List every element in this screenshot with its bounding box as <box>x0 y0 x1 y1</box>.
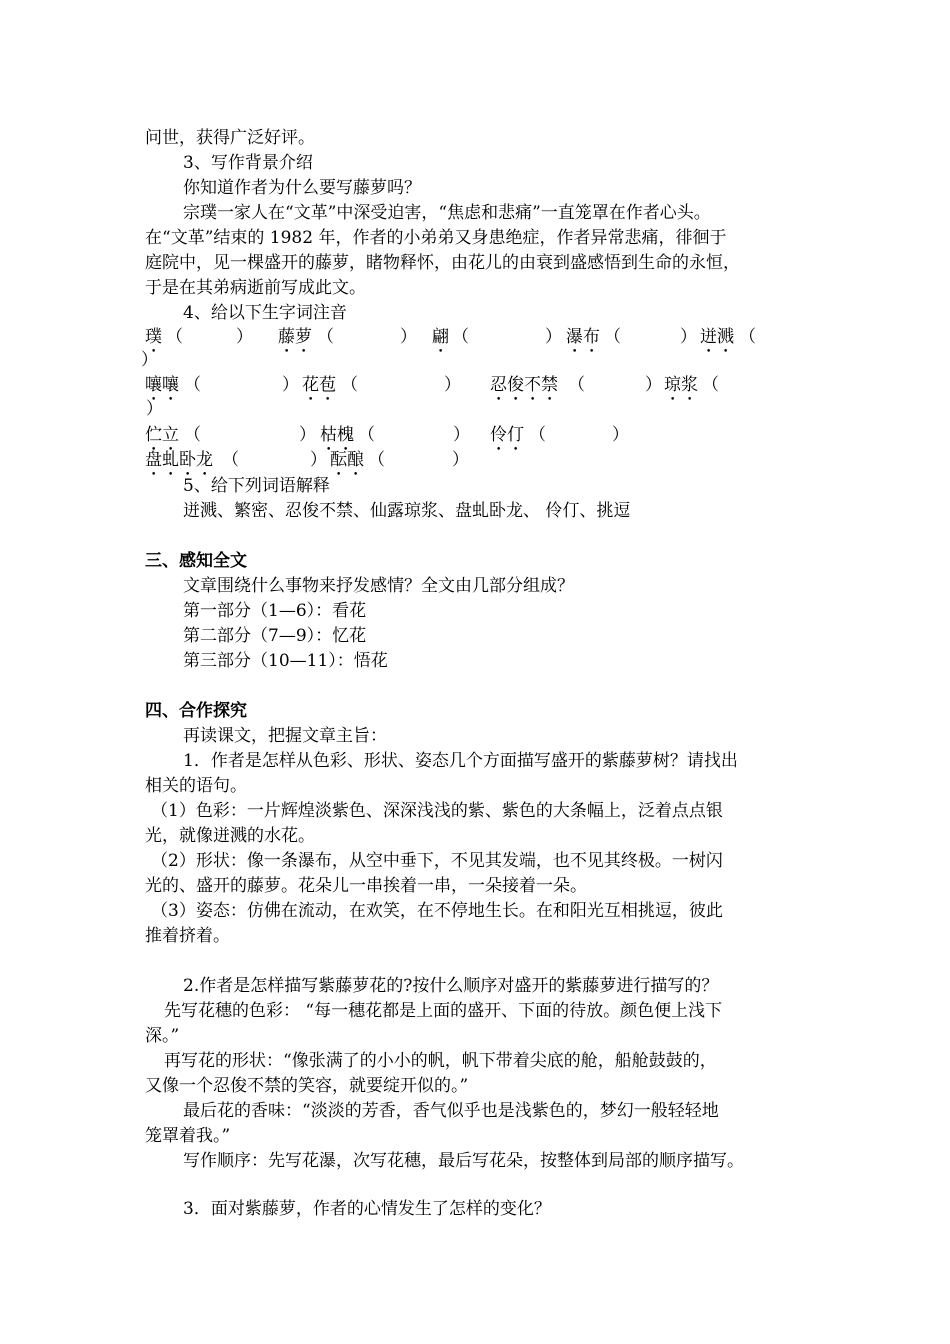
text-line: 先写花穗的色彩： “每一穗花都是上面的盛开、下面的待放。颜色便上浅下 <box>164 1001 723 1021</box>
text-line: （1）色彩：一片辉煌淡紫色、深深浅浅的紫、紫色的大条幅上，泛着点点银 <box>151 801 723 821</box>
paren-open: （ <box>184 425 201 445</box>
text-line: 最后花的香味：“淡淡的芳香，香气似乎也是浅紫色的，梦幻一般轻轻地 <box>183 1101 719 1121</box>
text-line: 于是在其弟病逝前写成此文。 <box>145 278 366 298</box>
text-line: 文章围绕什么事物来抒发感情？全文由几部分组成？ <box>183 576 574 596</box>
paren-close: ） <box>452 450 469 470</box>
text-line: 相关的语句。 <box>145 776 247 796</box>
paren-open: （ <box>166 327 183 347</box>
paren-close: ） <box>282 375 299 395</box>
paren-close: ） <box>444 375 461 395</box>
paren-close: ） <box>141 350 158 370</box>
paren-close: ） <box>146 399 163 419</box>
paren-open: （ <box>739 327 756 347</box>
paren-open: （ <box>568 375 585 395</box>
pinyin-word: 嚷嚷 <box>145 375 179 395</box>
text-line: 又像一个忍俊不禁的笑容，就要绽开似的。” <box>145 1076 469 1096</box>
text-line: 问世，获得广泛好评。 <box>145 128 315 148</box>
text-line: 再读课文，把握文章主旨： <box>183 726 387 746</box>
text-line: 推着挤着。 <box>145 926 230 946</box>
pinyin-word: 伫立 <box>145 425 179 445</box>
section-heading: 三、感知全文 <box>145 551 247 571</box>
paren-open: （ <box>317 327 334 347</box>
paren-close: ） <box>310 450 327 470</box>
text-line: 第三部分（10—11）：悟花 <box>183 651 388 671</box>
text-line: 深。” <box>145 1026 180 1046</box>
text-line: 2.作者是怎样描写紫藤萝花的?按什么顺序对盛开的紫藤萝进行描写的？ <box>183 976 719 996</box>
paren-close: ） <box>453 425 470 445</box>
pinyin-word: 伶仃 <box>490 425 524 445</box>
pinyin-word: 璞 <box>145 327 162 347</box>
paren-close: ） <box>645 375 662 395</box>
subheading: 3、写作背景介绍 <box>183 153 313 173</box>
text-line: 光的、盛开的藤萝。花朵儿一串挨着一串，一朵接着一朵。 <box>145 876 587 896</box>
subheading: 5、给下列词语解释 <box>183 476 330 496</box>
text-line: 迸溅、繁密、忍俊不禁、仙露琼浆、盘虬卧龙、 伶仃、挑逗 <box>183 501 631 521</box>
text-line: 宗璞一家人在“文革”中深受迫害，“焦虑和悲痛”一直笼罩在作者心头。 <box>183 203 711 223</box>
pinyin-word: 琼浆 <box>664 375 698 395</box>
paren-open: （ <box>368 450 385 470</box>
paren-open: （ <box>702 375 719 395</box>
text-line: 庭院中，见一棵盛开的藤萝，睹物释怀，由花儿的由衰到盛感悟到生命的永恒， <box>145 253 740 273</box>
paren-close: ） <box>236 327 253 347</box>
text-line: 第二部分（7—9）：忆花 <box>183 626 367 646</box>
paren-close: ） <box>545 327 562 347</box>
paren-open: （ <box>452 327 469 347</box>
pinyin-word: 迸溅 <box>700 327 734 347</box>
text-line: 你知道作者为什么要写藤萝吗？ <box>183 178 421 198</box>
pinyin-word: 花苞 <box>302 375 336 395</box>
pinyin-word: 瀑布 <box>566 327 600 347</box>
pinyin-word: 盘虬卧龙 <box>145 450 213 470</box>
pinyin-word: 忍俊不禁 <box>490 375 558 395</box>
text-line: 笼罩着我。” <box>145 1126 231 1146</box>
pinyin-word: 枯槐 <box>320 425 354 445</box>
paren-open: （ <box>222 450 239 470</box>
text-line: （2）形状：像一条瀑布，从空中垂下，不见其发端，也不见其终极。一树闪 <box>151 851 723 871</box>
paren-open: （ <box>358 425 375 445</box>
subheading: 4、给以下生字词注音 <box>183 303 347 323</box>
paren-open: （ <box>604 327 621 347</box>
text-line: 再写花的形状：“像张满了的小小的帆，帆下带着尖底的舱，船舱鼓鼓的， <box>164 1051 717 1071</box>
text-line: 写作顺序：先写花瀑，次写花穗，最后写花朵，按整体到局部的顺序描写。 <box>183 1151 744 1171</box>
paren-open: （ <box>529 425 546 445</box>
paren-open: （ <box>341 375 358 395</box>
paren-close: ） <box>400 327 417 347</box>
text-line: 光，就像迸溅的水花。 <box>145 826 315 846</box>
paren-close: ） <box>680 327 697 347</box>
pinyin-word: 翩 <box>432 327 449 347</box>
text-line: （3）姿态：仿佛在流动，在欢笑，在不停地生长。在和阳光互相挑逗，彼此 <box>151 901 723 921</box>
text-line: 1．作者是怎样从色彩、形状、姿态几个方面描写盛开的紫藤萝树？请找出 <box>183 751 738 771</box>
pinyin-word: 藤萝 <box>278 327 312 347</box>
text-line: 第一部分（1—6）：看花 <box>183 601 367 621</box>
paren-open: （ <box>184 375 201 395</box>
paren-close: ） <box>612 425 629 445</box>
paren-close: ） <box>299 425 316 445</box>
pinyin-word: 酝酿 <box>330 450 364 470</box>
text-line: 在“文革”结束的 1982 年，作者的小弟弟又身患绝症，作者异常悲痛，徘徊于 <box>145 228 727 248</box>
text-line: 3．面对紫藤萝，作者的心情发生了怎样的变化？ <box>183 1199 551 1219</box>
section-heading: 四、合作探究 <box>145 701 247 721</box>
